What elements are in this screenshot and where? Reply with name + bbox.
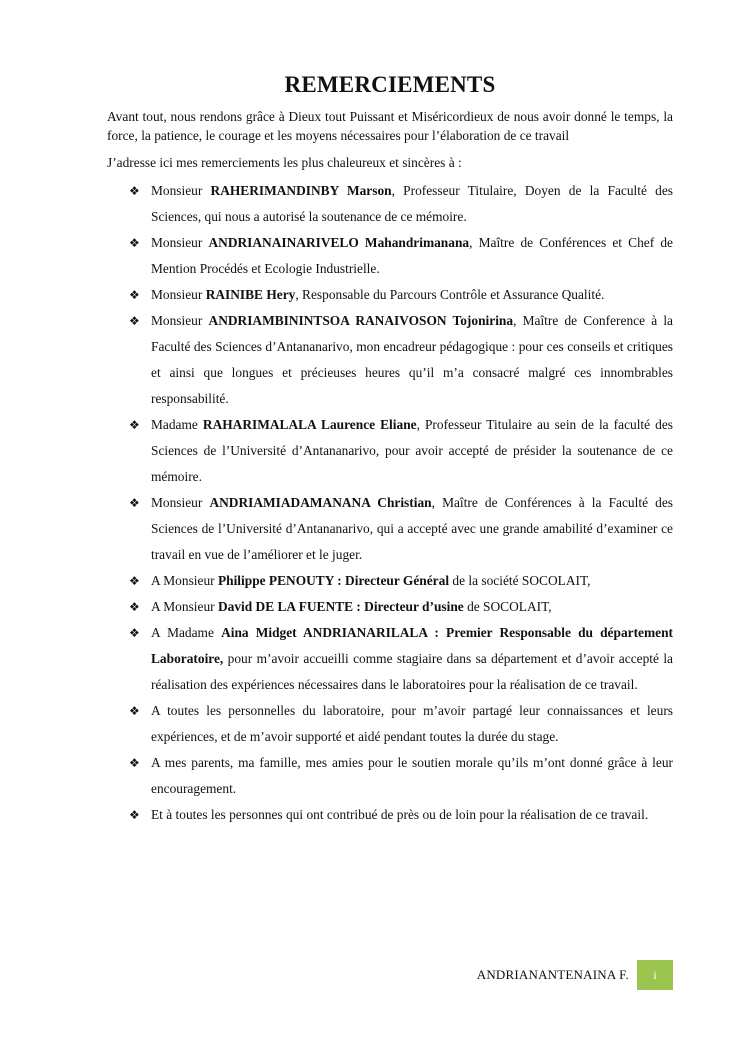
list-item: ❖ Et à toutes les personnes qui ont contribué de près ou de loin pour la réalisation de ce travail. (107, 802, 673, 828)
list-item: ❖ A Madame Aina Midget ANDRIANARILALA : Premier Responsable du département Laboratoire, pour m’avoir accueilli comme stagiaire dans sa département et d’avoir accepté la réalisation des expériences nécessaires dans le laboratoires pour la réalisation de ce travail. (107, 620, 673, 698)
acknowledgement-list (107, 178, 673, 828)
list-item: ❖ A toutes les personnelles du laboratoire, pour m’avoir partagé leur connaissances et leurs expériences, et de m’avoir supporté et aidé pendant toutes la durée du stage. (107, 698, 673, 750)
diamond-bullet-icon: ❖ (129, 288, 140, 302)
page-footer (477, 960, 673, 990)
person-name: Philippe PENOUTY : Directeur Général (217, 573, 450, 588)
list-item: ❖ Monsieur ANDRIAMIADAMANANA Christian, Maître de Conférences à la Faculté des Sciences de l’Université d’Antananarivo, qui a accepté avec une grande amabilité d’examiner ce travail en vue de l’améliorer et le juger. (107, 490, 673, 568)
diamond-bullet-icon: ❖ (129, 600, 140, 614)
person-name: ANDRIANAINARIVELO Mahandrimanana (208, 235, 470, 250)
list-item: ❖ Monsieur RAHERIMANDINBY Marson, Professeur Titulaire, Doyen de la Faculté des Sciences, qui nous a autorisé la soutenance de ce mémoire. (107, 178, 673, 230)
list-item: ❖ Monsieur RAINIBE Hery, Responsable du Parcours Contrôle et Assurance Qualité. (107, 282, 673, 308)
diamond-bullet-icon: ❖ (129, 496, 140, 510)
diamond-bullet-icon: ❖ (129, 236, 140, 250)
person-name: RAHARIMALALA Laurence Eliane (202, 417, 417, 432)
footer-author: ANDRIANANTENAINA F. (476, 967, 629, 982)
diamond-bullet-icon: ❖ (129, 418, 140, 432)
document-page (107, 70, 673, 828)
person-name: Aina Midget ANDRIANARILALA : Premier Responsable du département Laboratoire, (151, 625, 673, 666)
diamond-bullet-icon: ❖ (129, 626, 140, 640)
diamond-bullet-icon: ❖ (129, 314, 140, 328)
list-item: ❖ A Monsieur David DE LA FUENTE : Directeur d’usine de SOCOLAIT, (107, 594, 673, 620)
list-item: ❖ Monsieur ANDRIAMBININTSOA RANAIVOSON Tojonirina, Maître de Conference à la Faculté des Sciences d’Antananarivo, mon encadreur pédagogique : pour ces conseils et critiques et ainsi que longues et précieuses heures qu’il m’a consacré malgré ces innombrables responsabilité. (107, 308, 673, 412)
page-title: REMERCIEMENTS (284, 72, 496, 97)
list-item: ❖ Monsieur ANDRIANAINARIVELO Mahandrimanana, Maître de Conférences et Chef de Mention Procédés et Ecologie Industrielle. (107, 230, 673, 282)
lead-paragraph: J’adresse ici mes remerciements les plus chaleureux et sincères à : (107, 155, 462, 170)
person-name: RAHERIMANDINBY Marson (210, 183, 392, 198)
person-name: ANDRIAMBININTSOA RANAIVOSON Tojonirina (208, 313, 514, 328)
diamond-bullet-icon: ❖ (129, 574, 140, 588)
diamond-bullet-icon: ❖ (129, 808, 140, 822)
list-item: ❖ A mes parents, ma famille, mes amies pour le soutien morale qu’ils m’ont donné grâce à leur encouragement. (107, 750, 673, 802)
person-name: ANDRIAMIADAMANANA Christian (209, 495, 432, 510)
person-name: RAINIBE Hery (205, 287, 296, 302)
list-item: ❖ Madame RAHARIMALALA Laurence Eliane, Professeur Titulaire au sein de la faculté des Sciences de l’Université d’Antananarivo, pour avoir accepté de présider la soutenance de ce mémoire. (107, 412, 673, 490)
intro-paragraph: Avant tout, nous rendons grâce à Dieux tout Puissant et Miséricordieux de nous avoir donné le temps, la force, la patience, le courage et les moyens nécessaires pour l’élaboration de ce travail (107, 109, 673, 143)
diamond-bullet-icon: ❖ (129, 184, 140, 198)
list-item: ❖ A Monsieur Philippe PENOUTY : Directeur Général de la société SOCOLAIT, (107, 568, 673, 594)
diamond-bullet-icon: ❖ (129, 756, 140, 770)
page-number-badge: i (637, 960, 673, 990)
diamond-bullet-icon: ❖ (129, 704, 140, 718)
person-name: David DE LA FUENTE : Directeur d’usine (217, 599, 464, 614)
